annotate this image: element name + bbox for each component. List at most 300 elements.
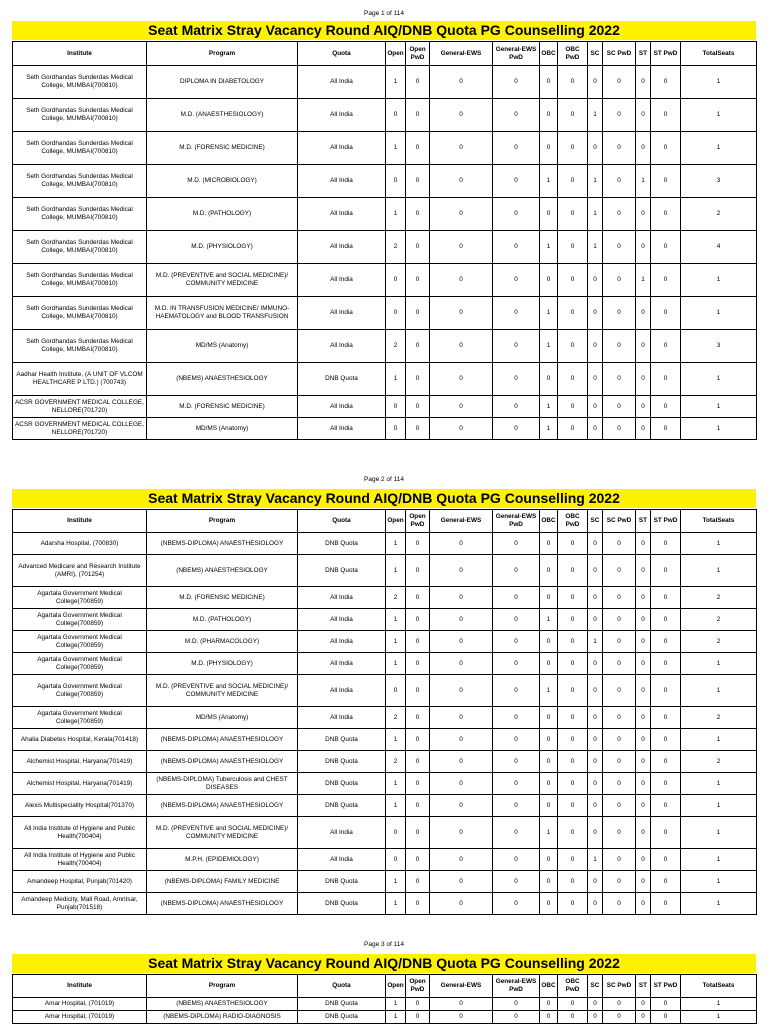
table-cell: Alchemist Hospital, Haryana(701419) bbox=[13, 773, 147, 795]
table-cell: 0 bbox=[558, 418, 588, 440]
table-cell: 0 bbox=[558, 707, 588, 729]
table-cell: 0 bbox=[651, 264, 681, 297]
table-cell: 0 bbox=[651, 555, 681, 587]
table-cell: 0 bbox=[540, 849, 558, 871]
table-row bbox=[13, 1011, 757, 1024]
table-cell: Amar Hospital, (701019) bbox=[13, 1011, 147, 1024]
table-cell: 0 bbox=[636, 707, 651, 729]
table-cell: All India Institute of Hygiene and Public Health(700404) bbox=[13, 817, 147, 849]
table-cell: 0 bbox=[540, 587, 558, 609]
table-cell: 0 bbox=[406, 795, 430, 817]
table-cell: 0 bbox=[651, 330, 681, 363]
table-cell: 0 bbox=[493, 675, 540, 707]
table-row bbox=[13, 817, 757, 849]
table-cell: 0 bbox=[603, 849, 636, 871]
table-cell: 1 bbox=[681, 297, 757, 330]
table-cell: DNB Quota bbox=[298, 795, 386, 817]
table-cell: 0 bbox=[636, 751, 651, 773]
table-cell: 0 bbox=[603, 653, 636, 675]
table-cell: M.D. (PHYSIOLOGY) bbox=[147, 231, 298, 264]
table-cell: 2 bbox=[386, 231, 406, 264]
table-cell: 0 bbox=[406, 297, 430, 330]
table-cell: 0 bbox=[651, 1011, 681, 1024]
table-cell: Seth Gordhandas Sunderdas Medical College, MUMBAI(700810) bbox=[13, 297, 147, 330]
table-header-row bbox=[13, 510, 757, 533]
column-header: Program bbox=[147, 975, 298, 998]
table-row bbox=[13, 893, 757, 915]
table-cell: 0 bbox=[430, 729, 493, 751]
table-cell: 0 bbox=[540, 1011, 558, 1024]
table-cell: 0 bbox=[430, 132, 493, 165]
table-cell: 1 bbox=[386, 893, 406, 915]
table-row bbox=[13, 533, 757, 555]
table-cell: 0 bbox=[493, 998, 540, 1011]
table-cell: 0 bbox=[603, 773, 636, 795]
table-cell: 0 bbox=[493, 99, 540, 132]
table-cell: DNB Quota bbox=[298, 773, 386, 795]
table-cell: Adarsha Hospital, (700830) bbox=[13, 533, 147, 555]
table-cell: 0 bbox=[603, 707, 636, 729]
table-cell: 0 bbox=[493, 795, 540, 817]
table-header-row bbox=[13, 42, 757, 66]
table-cell: 0 bbox=[430, 609, 493, 631]
table-row bbox=[13, 165, 757, 198]
table-cell: All India bbox=[298, 396, 386, 418]
table-cell: 0 bbox=[636, 198, 651, 231]
table-cell: 2 bbox=[386, 587, 406, 609]
table-cell: 1 bbox=[386, 533, 406, 555]
table-cell: 1 bbox=[386, 871, 406, 893]
table-cell: 2 bbox=[386, 707, 406, 729]
table-cell: 0 bbox=[588, 773, 603, 795]
table-cell: 4 bbox=[681, 231, 757, 264]
table-cell: 0 bbox=[430, 751, 493, 773]
column-header: OBC bbox=[540, 42, 558, 66]
table-cell: 0 bbox=[540, 198, 558, 231]
table-cell: 0 bbox=[588, 363, 603, 396]
column-header: General-EWS bbox=[430, 975, 493, 998]
table-cell: Amar Hospital, (701019) bbox=[13, 998, 147, 1011]
table-cell: 0 bbox=[430, 330, 493, 363]
column-header: TotalSeats bbox=[681, 42, 757, 66]
table-cell: Seth Gordhandas Sunderdas Medical College, MUMBAI(700810) bbox=[13, 231, 147, 264]
table-row bbox=[13, 363, 757, 396]
table-cell: 0 bbox=[406, 998, 430, 1011]
table-cell: DNB Quota bbox=[298, 893, 386, 915]
column-header: Open bbox=[386, 42, 406, 66]
table-cell: 0 bbox=[636, 587, 651, 609]
table-cell: 0 bbox=[603, 817, 636, 849]
table-cell: 0 bbox=[588, 66, 603, 99]
table-cell: 0 bbox=[406, 363, 430, 396]
table-cell: 0 bbox=[430, 198, 493, 231]
table-cell: 0 bbox=[493, 231, 540, 264]
column-header: OBC bbox=[540, 975, 558, 998]
table-cell: 1 bbox=[386, 66, 406, 99]
table-cell: 0 bbox=[386, 675, 406, 707]
column-header: SC PwD bbox=[603, 42, 636, 66]
table-row bbox=[13, 653, 757, 675]
table-cell: 1 bbox=[681, 653, 757, 675]
table-row bbox=[13, 849, 757, 871]
table-cell: Agartala Government Medical College(700859) bbox=[13, 587, 147, 609]
table-cell: 0 bbox=[386, 849, 406, 871]
table-cell: M.D. (PATHOLOGY) bbox=[147, 609, 298, 631]
table-cell: (NBEMS-DIPLOMA) ANAESTHESIOLOGY bbox=[147, 751, 298, 773]
table-cell: (NBEMS-DIPLOMA) Tuberculosis and CHEST DISEASES bbox=[147, 773, 298, 795]
table-cell: 0 bbox=[406, 165, 430, 198]
table-cell: 1 bbox=[681, 893, 757, 915]
table-cell: 0 bbox=[636, 297, 651, 330]
table-cell: 1 bbox=[681, 817, 757, 849]
table-cell: 0 bbox=[406, 555, 430, 587]
table-cell: 0 bbox=[430, 849, 493, 871]
table-cell: M.D. (FORENSIC MEDICINE) bbox=[147, 396, 298, 418]
table-cell: 0 bbox=[430, 587, 493, 609]
table-cell: 0 bbox=[493, 418, 540, 440]
table-cell: 0 bbox=[540, 795, 558, 817]
table-cell: DNB Quota bbox=[298, 751, 386, 773]
table-cell: 0 bbox=[430, 363, 493, 396]
table-cell: 1 bbox=[681, 418, 757, 440]
table-cell: 0 bbox=[588, 609, 603, 631]
table-cell: All India Institute of Hygiene and Public Health(700404) bbox=[13, 849, 147, 871]
table-cell: 0 bbox=[651, 609, 681, 631]
table-row bbox=[13, 297, 757, 330]
table-cell: 0 bbox=[430, 1011, 493, 1024]
table-cell: DNB Quota bbox=[298, 1011, 386, 1024]
table-cell: 0 bbox=[558, 587, 588, 609]
table-cell: 0 bbox=[430, 99, 493, 132]
table-cell: 1 bbox=[588, 231, 603, 264]
table-cell: ACSR GOVERNMENT MEDICAL COLLEGE, NELLORE(701720) bbox=[13, 418, 147, 440]
column-header: ST bbox=[636, 510, 651, 533]
table-row bbox=[13, 264, 757, 297]
column-header: OBC PwD bbox=[558, 975, 588, 998]
column-header: SC bbox=[588, 510, 603, 533]
table-cell: All India bbox=[298, 66, 386, 99]
table-cell: 0 bbox=[651, 297, 681, 330]
table-cell: 0 bbox=[406, 396, 430, 418]
table-cell: 1 bbox=[681, 1011, 757, 1024]
table-cell: 0 bbox=[493, 751, 540, 773]
table-cell: 0 bbox=[406, 587, 430, 609]
table-cell: (NBEMS-DIPLOMA) ANAESTHESIOLOGY bbox=[147, 533, 298, 555]
table-cell: 0 bbox=[558, 849, 588, 871]
table-cell: 0 bbox=[406, 132, 430, 165]
table-cell: (NBEMS) ANAESTHESIOLOGY bbox=[147, 363, 298, 396]
table-cell: 0 bbox=[430, 297, 493, 330]
column-header: SC bbox=[588, 42, 603, 66]
table-cell: 1 bbox=[681, 998, 757, 1011]
table-cell: 0 bbox=[406, 66, 430, 99]
table-cell: 0 bbox=[651, 418, 681, 440]
table-cell: 0 bbox=[588, 396, 603, 418]
page-title-banner: Seat Matrix Stray Vacancy Round AIQ/DNB Quota PG Counselling 2022 bbox=[12, 21, 756, 40]
table-cell: 1 bbox=[681, 729, 757, 751]
table-cell: 0 bbox=[406, 609, 430, 631]
column-header: TotalSeats bbox=[681, 975, 757, 998]
table-cell: 0 bbox=[406, 773, 430, 795]
table-cell: 0 bbox=[406, 330, 430, 363]
table-cell: 1 bbox=[386, 132, 406, 165]
table-cell: 0 bbox=[430, 533, 493, 555]
column-header: General-EWS PwD bbox=[493, 975, 540, 998]
table-cell: 2 bbox=[681, 707, 757, 729]
table-cell: 0 bbox=[493, 817, 540, 849]
table-cell: Ahalia Diabetes Hospital, Kerala(701418) bbox=[13, 729, 147, 751]
table-cell: 0 bbox=[540, 871, 558, 893]
table-cell: 0 bbox=[540, 893, 558, 915]
table-cell: 0 bbox=[493, 773, 540, 795]
table-cell: 0 bbox=[540, 729, 558, 751]
table-cell: 0 bbox=[493, 533, 540, 555]
table-cell: 0 bbox=[636, 871, 651, 893]
table-cell: All India bbox=[298, 297, 386, 330]
table-cell: 1 bbox=[681, 533, 757, 555]
table-cell: Aadhar Health Institute, (A UNIT OF VLCOM HEALTHCARE P LTD.) (700743) bbox=[13, 363, 147, 396]
table-cell: 0 bbox=[540, 555, 558, 587]
table-cell: 1 bbox=[540, 231, 558, 264]
table-cell: Seth Gordhandas Sunderdas Medical College, MUMBAI(700810) bbox=[13, 66, 147, 99]
table-cell: 0 bbox=[493, 849, 540, 871]
table-cell: 0 bbox=[493, 1011, 540, 1024]
seat-matrix-table bbox=[12, 974, 757, 1024]
table-cell: 0 bbox=[493, 66, 540, 99]
table-cell: M.D. (PREVENTIVE and SOCIAL MEDICINE)/ COMMUNITY MEDICINE bbox=[147, 264, 298, 297]
table-row bbox=[13, 587, 757, 609]
table-cell: 0 bbox=[588, 264, 603, 297]
table-cell: M.D. (MICROBIOLOGY) bbox=[147, 165, 298, 198]
table-cell: 0 bbox=[493, 363, 540, 396]
table-cell: 0 bbox=[636, 555, 651, 587]
table-cell: All India bbox=[298, 165, 386, 198]
table-cell: 1 bbox=[540, 165, 558, 198]
column-header: ST bbox=[636, 975, 651, 998]
table-cell: (NBEMS-DIPLOMA) RADIO-DIAGNOSIS bbox=[147, 1011, 298, 1024]
table-cell: 0 bbox=[430, 795, 493, 817]
table-cell: 2 bbox=[681, 751, 757, 773]
table-cell: 0 bbox=[603, 871, 636, 893]
table-cell: 0 bbox=[636, 653, 651, 675]
table-cell: 1 bbox=[540, 609, 558, 631]
table-cell: 0 bbox=[406, 99, 430, 132]
table-cell: 0 bbox=[636, 363, 651, 396]
table-cell: 0 bbox=[540, 132, 558, 165]
column-header: ST bbox=[636, 42, 651, 66]
table-cell: 1 bbox=[681, 849, 757, 871]
table-cell: 0 bbox=[558, 653, 588, 675]
table-cell: 0 bbox=[636, 675, 651, 707]
table-cell: 0 bbox=[636, 817, 651, 849]
table-cell: 0 bbox=[430, 165, 493, 198]
table-cell: 0 bbox=[558, 729, 588, 751]
table-cell: 0 bbox=[651, 893, 681, 915]
table-cell: 1 bbox=[681, 264, 757, 297]
table-cell: 0 bbox=[636, 231, 651, 264]
table-cell: 0 bbox=[558, 773, 588, 795]
table-cell: Agartala Government Medical College(700859) bbox=[13, 653, 147, 675]
table-cell: 1 bbox=[540, 330, 558, 363]
table-cell: 0 bbox=[493, 264, 540, 297]
table-cell: 2 bbox=[681, 198, 757, 231]
table-cell: 3 bbox=[681, 165, 757, 198]
column-header: Open PwD bbox=[406, 510, 430, 533]
table-cell: 0 bbox=[540, 264, 558, 297]
table-cell: 1 bbox=[681, 396, 757, 418]
table-cell: Agartala Government Medical College(700859) bbox=[13, 631, 147, 653]
table-cell: 0 bbox=[603, 675, 636, 707]
table-cell: All India bbox=[298, 198, 386, 231]
table-cell: 0 bbox=[493, 587, 540, 609]
table-cell: 0 bbox=[651, 132, 681, 165]
table-cell: 0 bbox=[493, 653, 540, 675]
table-cell: 0 bbox=[493, 707, 540, 729]
table-cell: 0 bbox=[651, 363, 681, 396]
table-cell: 0 bbox=[588, 998, 603, 1011]
table-cell: 0 bbox=[558, 264, 588, 297]
table-cell: 0 bbox=[636, 631, 651, 653]
table-cell: 0 bbox=[603, 66, 636, 99]
table-cell: 0 bbox=[588, 729, 603, 751]
table-cell: 1 bbox=[588, 631, 603, 653]
table-cell: 0 bbox=[493, 631, 540, 653]
column-header: Program bbox=[147, 42, 298, 66]
table-cell: 0 bbox=[558, 396, 588, 418]
table-cell: 0 bbox=[636, 893, 651, 915]
table-cell: 0 bbox=[603, 418, 636, 440]
table-cell: 0 bbox=[603, 893, 636, 915]
table-row bbox=[13, 231, 757, 264]
table-cell: 0 bbox=[558, 533, 588, 555]
page-number-label: Page 3 of 114 bbox=[364, 941, 404, 948]
column-header: SC bbox=[588, 975, 603, 998]
table-cell: 0 bbox=[588, 1011, 603, 1024]
table-cell: Seth Gordhandas Sunderdas Medical College, MUMBAI(700810) bbox=[13, 198, 147, 231]
table-cell: 0 bbox=[651, 998, 681, 1011]
table-cell: 0 bbox=[636, 418, 651, 440]
column-header: Open bbox=[386, 975, 406, 998]
table-cell: 0 bbox=[430, 555, 493, 587]
table-cell: 0 bbox=[588, 653, 603, 675]
table-cell: 0 bbox=[603, 729, 636, 751]
table-cell: 0 bbox=[588, 330, 603, 363]
column-header: OBC PwD bbox=[558, 510, 588, 533]
table-cell: 0 bbox=[603, 1011, 636, 1024]
table-cell: 1 bbox=[636, 264, 651, 297]
table-cell: 1 bbox=[588, 99, 603, 132]
table-cell: 0 bbox=[636, 609, 651, 631]
page-title-banner: Seat Matrix Stray Vacancy Round AIQ/DNB Quota PG Counselling 2022 bbox=[12, 489, 756, 508]
table-cell: All India bbox=[298, 707, 386, 729]
table-cell: 1 bbox=[386, 653, 406, 675]
column-header: Open PwD bbox=[406, 975, 430, 998]
table-body bbox=[13, 533, 757, 915]
table-cell: 1 bbox=[588, 849, 603, 871]
table-cell: 0 bbox=[651, 795, 681, 817]
table-cell: M.P.H. (EPIDEMIOLOGY) bbox=[147, 849, 298, 871]
table-cell: 0 bbox=[540, 99, 558, 132]
column-header: Quota bbox=[298, 510, 386, 533]
table-cell: 0 bbox=[406, 893, 430, 915]
table-cell: Seth Gordhandas Sunderdas Medical College, MUMBAI(700810) bbox=[13, 165, 147, 198]
table-cell: All India bbox=[298, 653, 386, 675]
table-cell: 1 bbox=[386, 609, 406, 631]
table-cell: M.D. (PREVENTIVE and SOCIAL MEDICINE)/ COMMUNITY MEDICINE bbox=[147, 817, 298, 849]
table-cell: 0 bbox=[430, 871, 493, 893]
table-cell: 1 bbox=[681, 132, 757, 165]
table-cell: 0 bbox=[406, 751, 430, 773]
table-cell: 1 bbox=[386, 795, 406, 817]
table-cell: Amandeep Medicity, Mall Road, Amritsar, Punjab(701518) bbox=[13, 893, 147, 915]
table-row bbox=[13, 871, 757, 893]
table-cell: 0 bbox=[603, 363, 636, 396]
table-cell: 1 bbox=[681, 871, 757, 893]
table-row bbox=[13, 707, 757, 729]
table-cell: M.D. (FORENSIC MEDICINE) bbox=[147, 132, 298, 165]
table-cell: DIPLOMA IN DIABETOLOGY bbox=[147, 66, 298, 99]
table-row bbox=[13, 729, 757, 751]
table-cell: 0 bbox=[540, 998, 558, 1011]
table-cell: 0 bbox=[636, 396, 651, 418]
table-cell: 0 bbox=[588, 587, 603, 609]
table-cell: 0 bbox=[651, 773, 681, 795]
table-cell: 0 bbox=[636, 330, 651, 363]
table-cell: 0 bbox=[430, 893, 493, 915]
table-cell: 2 bbox=[681, 631, 757, 653]
table-cell: 0 bbox=[603, 231, 636, 264]
table-cell: All India bbox=[298, 264, 386, 297]
table-cell: 0 bbox=[430, 66, 493, 99]
table-cell: All India bbox=[298, 675, 386, 707]
table-cell: 0 bbox=[603, 198, 636, 231]
table-cell: 0 bbox=[493, 893, 540, 915]
table-cell: DNB Quota bbox=[298, 729, 386, 751]
table-cell: Agartala Government Medical College(700859) bbox=[13, 675, 147, 707]
table-cell: 1 bbox=[540, 817, 558, 849]
table-cell: 0 bbox=[651, 165, 681, 198]
table-cell: 0 bbox=[603, 396, 636, 418]
table-cell: 0 bbox=[558, 66, 588, 99]
table-cell: 0 bbox=[603, 264, 636, 297]
table-cell: 2 bbox=[681, 609, 757, 631]
table-cell: 0 bbox=[603, 330, 636, 363]
table-row bbox=[13, 198, 757, 231]
table-cell: 0 bbox=[603, 555, 636, 587]
table-cell: 0 bbox=[588, 132, 603, 165]
table-cell: Seth Gordhandas Sunderdas Medical College, MUMBAI(700810) bbox=[13, 132, 147, 165]
table-cell: 0 bbox=[540, 533, 558, 555]
table-cell: (NBEMS-DIPLOMA) ANAESTHESIOLOGY bbox=[147, 795, 298, 817]
table-cell: 0 bbox=[540, 653, 558, 675]
column-header: General-EWS PwD bbox=[493, 510, 540, 533]
table-cell: All India bbox=[298, 587, 386, 609]
table-cell: 0 bbox=[603, 533, 636, 555]
table-cell: 0 bbox=[558, 871, 588, 893]
table-cell: 0 bbox=[651, 849, 681, 871]
table-cell: Seth Gordhandas Sunderdas Medical College, MUMBAI(700810) bbox=[13, 330, 147, 363]
table-cell: 0 bbox=[406, 631, 430, 653]
table-cell: 0 bbox=[603, 132, 636, 165]
table-cell: M.D. (PHARMACOLOGY) bbox=[147, 631, 298, 653]
table-cell: 1 bbox=[386, 555, 406, 587]
table-cell: M.D. (PATHOLOGY) bbox=[147, 198, 298, 231]
table-cell: 0 bbox=[558, 795, 588, 817]
table-cell: 0 bbox=[651, 631, 681, 653]
table-cell: 0 bbox=[588, 871, 603, 893]
table-cell: All India bbox=[298, 330, 386, 363]
column-header: SC PwD bbox=[603, 975, 636, 998]
